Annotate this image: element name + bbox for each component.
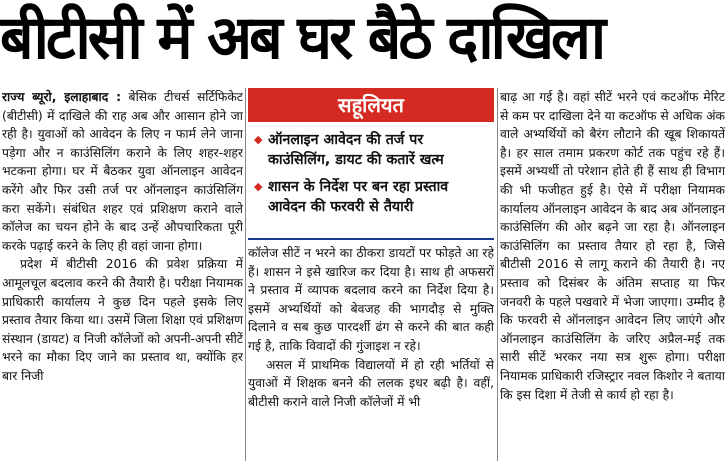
article-column-3	[500, 88, 725, 461]
dateline: राज्य ब्यूरो, इलाहाबाद :	[2, 90, 122, 104]
highlight-title: सहूलियत	[248, 88, 494, 122]
column-divider	[497, 88, 498, 461]
highlight-box	[248, 88, 494, 240]
box-bottom-rule	[248, 238, 494, 240]
article-column-2	[248, 244, 494, 461]
paragraph: बाढ़ आ गई है। वहां सीटें भरने एवं कटऑफ मेरिट से कम पर दाखिला देने या कटऑफ से अधिक अंक वाले अभ्यर्थियों को बैरंग लौटाने की खूब शिकायतें है। हर साल तमाम प्रकरण कोर्ट तक पहुंच रहे हैं। इसमें अभ्यर्थी तो परेशान होते ही हैं साथ ही विभाग की भी फजीहत हुई है। ऐसे में परीक्षा नियामक कार्यालय ऑनलाइन आवेदन के बाद अब ऑनलाइन काउंसिलिंग की ओर बढ़ने जा रहा है। ऑनलाइन काउंसिलिंग का प्रस्ताव तैयार हो रहा है, जिसे बीटीसी 2016 से लागू कराने की तैयारी है। नए प्रस्ताव को दिसंबर के अंतिम सप्ताह या फिर जनवरी के पहले पखवारे में भेजा जाएगा। उम्मीद है कि फरवरी से ऑनलाइन आवेदन लिए जाएंगे और ऑनलाइन काउंसिलिंग के जरिए अप्रैल-मई तक सारी सीटें भरकर नया सत्र शुरू होगा। परीक्षा नियामक प्राधिकारी रजिस्ट्रार नवल किशोर ने बताया कि इस दिशा में तेजी से कार्य हो रहा है।	[500, 90, 725, 402]
bullet-text: ऑनलाइन आवेदन की तर्ज पर काउंसिलिंग, डायट की कतारें खत्म	[268, 132, 444, 168]
paragraph-text: बेसिक टीचर्स सर्टिफिकेट (बीटीसी) में दाखिले की राह अब और आसान होने जा रही है। युवाओं को आवेदन के लिए न फार्म लेने जाना पड़ेगा और न काउंसिलिंग कराने के लिए शहर-शहर भटकना होगा। घर में बैठकर युवा ऑनलाइन आवेदन करेंगे और फिर उसी तर्ज पर ऑनलाइन काउंसिलिंग करा सकेंगे। संबंधित शहर एवं प्रशिक्षण कराने वाले कॉलेज का चयन होने के बाद उन्हें औपचारिकता पूरी करके पढ़ाई करने के लिए ही वहां जाना होगा।	[2, 90, 243, 253]
paragraph: कॉलेज सीटें न भरने का ठीकरा डायटों पर फोड़ते आ रहे हैं। शासन ने इसे खारिज कर दिया है। साथ ही अफसरों ने प्रस्ताव में व्यापक बदलाव करने का निर्देश दिया है। इसमें अभ्यर्थियों को बेवजह की भागदौड़ से मुक्ति दिलाने व सब कुछ पारदर्शी ढंग से करने की बात कही गई है, ताकि विवादों की गुंजाइश न रहे।	[248, 246, 494, 353]
diamond-bullet-icon: ◆	[254, 180, 263, 193]
highlight-bullets	[248, 122, 494, 217]
diamond-bullet-icon: ◆	[254, 133, 263, 146]
column-divider	[245, 88, 246, 461]
paragraph	[2, 88, 243, 255]
paragraph: असल में प्राथमिक विद्यालयों में हो रही भर्तियों से युवाओं में शिक्षक बनने की ललक इधर बढ़ी है। वहीं, बीटीसी कराने वाले निजी कॉलेजों में भी	[248, 357, 494, 409]
bullet-text: शासन के निर्देश पर बन रहा प्रस्ताव आवेदन की फरवरी से तैयारी	[268, 179, 449, 215]
paragraph: प्रदेश में बीटीसी 2016 की प्रवेश प्रक्रिया में आमूलचूल बदलाव करने की तैयारी है। परीक्षा नियामक प्राधिकारी कार्यालय ने कुछ दिन पहले इसके लिए प्रस्ताव तैयार किया था। उसमें जिला शिक्षा एवं प्रशिक्षण संस्थान (डायट) व निजी कॉलेजों को अपनी-अपनी सीटें भरने का मौका दिए जाने का प्रस्ताव था, क्योंकि हर बार निजी	[2, 257, 243, 383]
headline: बीटीसी में अब घर बैठे दाखिला	[0, 3, 604, 73]
article-column-1	[2, 88, 243, 461]
highlight-bullet	[254, 177, 488, 217]
highlight-bullet	[254, 130, 488, 170]
